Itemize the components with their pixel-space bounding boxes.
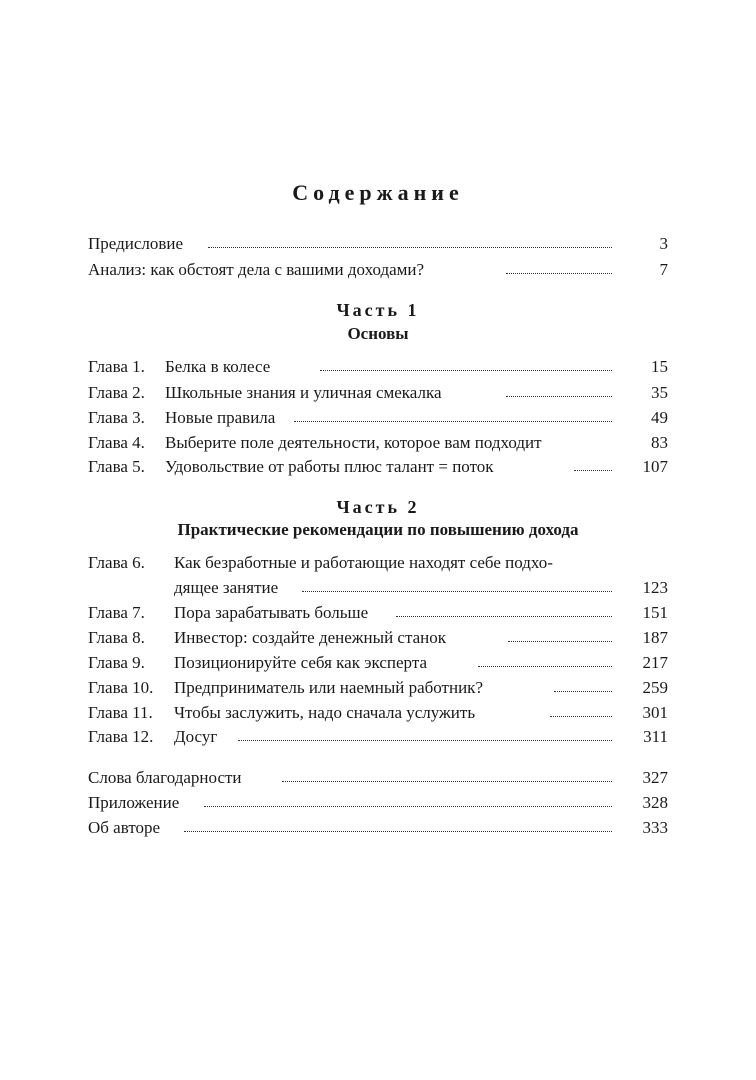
dot-leader bbox=[396, 616, 612, 617]
toc-entry-chapter-1 bbox=[88, 355, 668, 379]
entry-page: 328 bbox=[642, 793, 668, 812]
part-1-subtitle: Основы bbox=[347, 324, 409, 343]
chapter-page: 15 bbox=[651, 357, 668, 376]
dot-leader bbox=[506, 396, 612, 397]
dot-leader bbox=[506, 273, 612, 274]
toc-entry-chapter-4 bbox=[88, 431, 668, 455]
chapter-label: Глава 2. bbox=[88, 383, 145, 402]
toc-entry-chapter-10 bbox=[88, 676, 668, 700]
toc-entry-about-author bbox=[88, 816, 668, 840]
chapter-page: 107 bbox=[642, 457, 668, 476]
toc-entry-chapter-11 bbox=[88, 701, 668, 725]
chapter-title-continued: дящее занятие bbox=[174, 578, 279, 597]
chapter-title: Досуг bbox=[174, 727, 218, 746]
entry-page: 7 bbox=[659, 260, 668, 279]
chapter-page: 123 bbox=[642, 578, 668, 597]
entry-text: Слова благодарности bbox=[88, 768, 242, 787]
entry-text: Приложение bbox=[88, 793, 180, 812]
dot-leader bbox=[554, 691, 612, 692]
chapter-page: 217 bbox=[642, 653, 668, 672]
entry-page: 333 bbox=[642, 818, 668, 837]
page-title: Содержание bbox=[292, 180, 464, 205]
chapter-title: Белка в колесе bbox=[165, 357, 271, 376]
chapter-title: Новые правила bbox=[165, 408, 276, 427]
entry-text: Предисловие bbox=[88, 234, 184, 253]
dot-leader bbox=[478, 666, 612, 667]
toc-entry-chapter-3 bbox=[88, 406, 668, 430]
dot-leader bbox=[320, 370, 612, 371]
dot-leader bbox=[184, 831, 612, 832]
toc-entry-chapter-2 bbox=[88, 381, 668, 405]
entry-text: Об авторе bbox=[88, 818, 161, 837]
chapter-label: Глава 10. bbox=[88, 678, 154, 697]
chapter-label: Глава 5. bbox=[88, 457, 145, 476]
chapter-label: Глава 4. bbox=[88, 433, 145, 452]
chapter-label: Глава 1. bbox=[88, 357, 145, 376]
chapter-title: Позиционируйте себя как эксперта bbox=[174, 653, 428, 672]
toc-entry-acknowledgments bbox=[88, 766, 668, 790]
chapter-page: 35 bbox=[651, 383, 668, 402]
chapter-label: Глава 12. bbox=[88, 727, 154, 746]
entry-page: 3 bbox=[659, 234, 668, 253]
dot-leader bbox=[282, 781, 612, 782]
chapter-label: Глава 8. bbox=[88, 628, 145, 647]
toc-entry-analysis bbox=[88, 258, 668, 282]
chapter-title: Чтобы заслужить, надо сначала услужить bbox=[174, 703, 476, 722]
chapter-title: Инвестор: создайте денежный станок bbox=[174, 628, 446, 647]
toc-entry-chapter-9 bbox=[88, 651, 668, 675]
chapter-title: Предприниматель или наемный работник? bbox=[174, 678, 483, 697]
chapter-page: 259 bbox=[642, 678, 668, 697]
chapter-label: Глава 11. bbox=[88, 703, 153, 722]
part-2-subtitle: Практические рекомендации по повышению дохода bbox=[177, 520, 579, 539]
dot-leader bbox=[204, 806, 612, 807]
toc-entry-chapter-12 bbox=[88, 725, 668, 749]
entry-page: 327 bbox=[642, 768, 668, 787]
dot-leader bbox=[294, 421, 612, 422]
dot-leader bbox=[302, 591, 612, 592]
dot-leader bbox=[574, 470, 612, 471]
entry-text: Анализ: как обстоят дела с вашими доходами? bbox=[88, 260, 425, 279]
toc-entry-chapter-7 bbox=[88, 601, 668, 625]
chapter-title: Удовольствие от работы плюс талант = поток bbox=[165, 457, 494, 476]
chapter-title: Как безработные и работающие находят себе подхо- bbox=[174, 553, 553, 572]
dot-leader bbox=[208, 247, 612, 248]
chapter-page: 49 bbox=[651, 408, 668, 427]
part-2-heading: Часть 2 bbox=[336, 497, 420, 517]
toc-entry-appendix bbox=[88, 791, 668, 815]
chapter-page: 187 bbox=[642, 628, 668, 647]
chapter-label: Глава 7. bbox=[88, 603, 145, 622]
chapter-title: Выберите поле деятельности, которое вам подходит bbox=[165, 433, 542, 452]
chapter-label: Глава 9. bbox=[88, 653, 145, 672]
toc-entry-chapter-5 bbox=[88, 455, 668, 479]
toc-entry-chapter-8 bbox=[88, 626, 668, 650]
chapter-label: Глава 3. bbox=[88, 408, 145, 427]
dot-leader bbox=[508, 641, 612, 642]
toc-entry-preface bbox=[88, 232, 668, 256]
part-1-heading: Часть 1 bbox=[336, 300, 420, 320]
dot-leader bbox=[550, 716, 612, 717]
chapter-label: Глава 6. bbox=[88, 553, 145, 572]
chapter-title: Школьные знания и уличная смекалка bbox=[165, 383, 442, 402]
chapter-page: 311 bbox=[643, 727, 668, 746]
chapter-title: Пора зарабатывать больше bbox=[174, 603, 369, 622]
chapter-page: 151 bbox=[642, 603, 668, 622]
toc-entry-chapter-6 bbox=[88, 551, 668, 575]
toc-entry-chapter-6-cont bbox=[88, 576, 668, 600]
chapter-page: 83 bbox=[651, 433, 668, 452]
dot-leader bbox=[238, 740, 612, 741]
chapter-page: 301 bbox=[642, 703, 668, 722]
